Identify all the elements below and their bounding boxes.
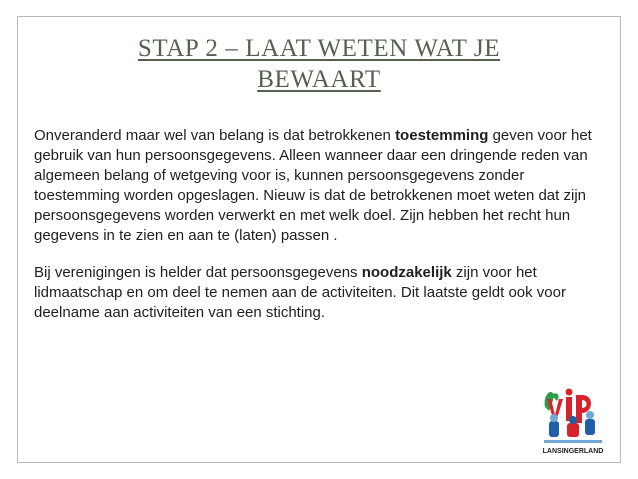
paragraph-2-text-end: zijn voor het lidmaatschap en om deel te nemen aan de activiteiten. Dit laatste geldt ook voor deelname aan activiteiten van een stichting. — [34, 264, 566, 321]
slide-title — [60, 33, 578, 95]
title-line-1: STAP 2 – LAAT WETEN WAT JE — [137, 35, 501, 62]
paragraph-2-emphasis: noodzakelijk — [361, 264, 452, 281]
title-line-2: BEWAART — [257, 66, 381, 93]
paragraph-2 — [34, 263, 596, 323]
paragraph-2-text-start: Bij verenigingen is helder dat persoonsgegevens — [34, 264, 362, 281]
slide-body — [34, 126, 596, 323]
paragraph-1-text-start: Onveranderd maar wel van belang is dat betrokkenen — [34, 127, 396, 144]
logo-graphic-icon — [541, 385, 605, 457]
logo-text: LANSINGERLAND — [542, 448, 604, 455]
paragraph-1 — [34, 126, 596, 246]
vip-lansingerland-logo — [541, 385, 605, 457]
paragraph-1-emphasis: toestemming — [395, 127, 489, 144]
paragraph-1-text-end: geven voor het gebruik van hun persoonsgegevens. Alleen wanneer daar een dringende reden van algemeen belang of wetgeving voor is, kunnen persoonsgegevens zonder toestemming worden opgeslagen. Nieuw is dat de betrokkenen moet weten dat zijn persoonsgegevens worden verwerkt en met welk doel. Zijn hebben het recht hun gegevens in te zien en aan te (laten) passen . — [34, 127, 592, 244]
